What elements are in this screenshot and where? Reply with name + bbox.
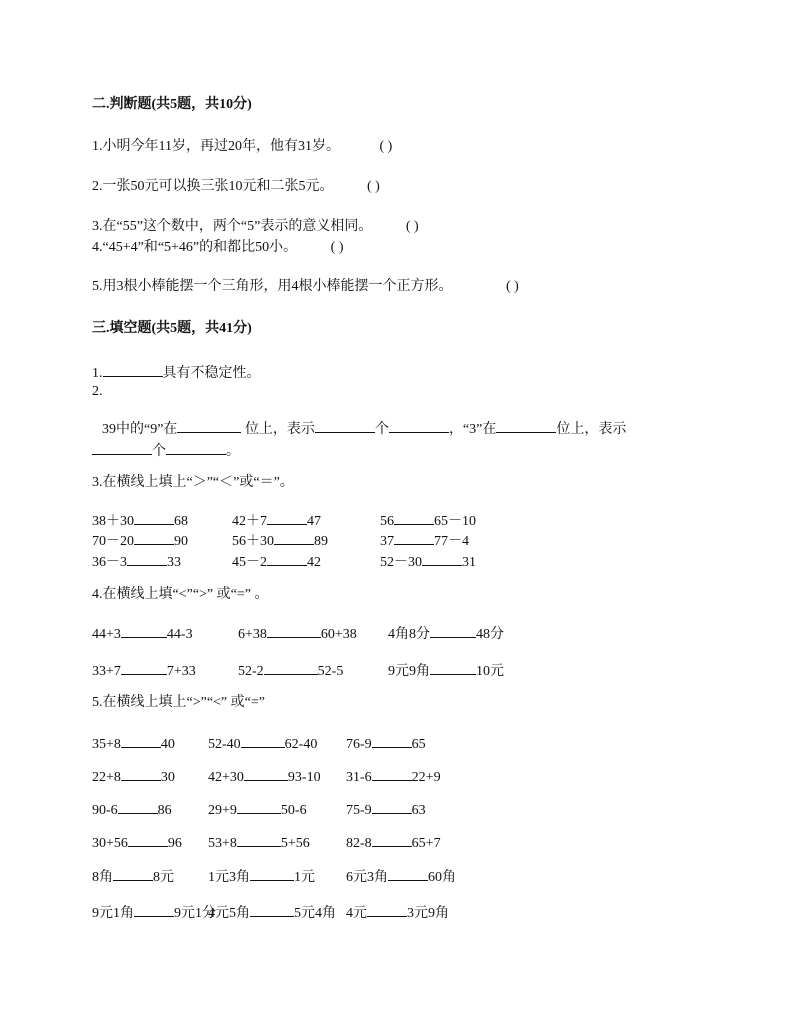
fill-q5-answer-blank[interactable] [237,799,281,814]
fill-q5-left-expr: 53+8 [208,836,237,851]
fill-q5-right-expr: 40 [160,737,175,752]
fill-q3-title: 3.在横线上填上“＞”“＜”或“＝”。 [92,475,294,490]
fill-q2-blank-3[interactable] [389,418,449,433]
fill-q5-right-expr: 30 [160,770,175,785]
fill-q5-left-expr: 8角 [92,870,113,885]
judge-q4-text: 4.“45+4”和“5+46”的和都比50小。 [92,240,298,255]
fill-q2-text-f: 个 [152,444,166,459]
fill-q2-blank-1[interactable] [177,418,241,433]
fill-q4-item [92,623,193,644]
judge-q5 [92,278,519,296]
judge-q1-answer[interactable]: ( ) [379,139,393,154]
fill-q5-item [346,866,456,887]
fill-q3-right-expr: 68 [174,514,188,529]
fill-q3-answer-blank[interactable] [267,551,307,566]
fill-q5-answer-blank[interactable] [372,766,412,781]
fill-q5-answer-blank[interactable] [128,832,168,847]
fill-q5-item [92,766,175,787]
fill-q5-item [346,799,426,820]
fill-q4-answer-blank[interactable] [430,660,476,675]
fill-q3-answer-blank[interactable] [267,510,307,525]
fill-q3-right-expr: 89 [314,534,328,549]
fill-q5-answer-blank[interactable] [388,866,428,881]
fill-q5-answer-blank[interactable] [250,866,294,881]
fill-q2-text-g: 。 [226,444,240,459]
fill-q5-left-expr: 29+9 [208,803,237,818]
fill-q5-item [92,799,172,820]
fill-q5-right-expr: 5元4角 [294,906,336,921]
fill-q3-item [232,530,328,551]
fill-q4-item [388,660,504,681]
judge-q2 [92,178,380,196]
fill-q5-answer-blank[interactable] [241,733,285,748]
fill-q3-right-expr: 47 [307,514,321,529]
fill-q5-item [346,766,441,787]
fill-q5-right-expr: 65+7 [411,836,441,851]
fill-q5-right-expr: 5+56 [280,836,310,851]
fill-q5-item [208,733,317,754]
fill-q3-answer-blank[interactable] [134,530,174,545]
judge-q5-answer[interactable]: ( ) [506,279,519,294]
fill-q5-right-expr: 86 [157,803,172,818]
fill-q5-right-expr: 22+9 [411,770,441,785]
fill-q5-item [208,799,307,820]
fill-q5-answer-blank[interactable] [372,733,412,748]
fill-q5-item [208,766,321,787]
fill-q3-left-expr: 42＋7 [232,514,267,529]
fill-q5-right-expr: 3元9角 [407,906,449,921]
fill-q4-left-expr: 9元9角 [388,664,430,679]
judge-q5-text: 5.用3根小棒能摆一个三角形，用4根小棒能摆一个正方形。 [92,279,453,294]
fill-q4-item [388,623,504,644]
fill-q5-right-expr: 93-10 [287,770,321,785]
fill-q3-right-expr: 33 [167,555,181,570]
judge-q1 [92,138,392,156]
fill-q4-item [238,660,343,681]
fill-q1-text: 具有不稳定性。 [162,366,261,381]
fill-q5-item [92,866,174,887]
fill-q3-left-expr: 45－2 [232,555,267,570]
fill-q3-item [92,551,181,572]
fill-q5-right-expr: 50-6 [280,803,307,818]
fill-q1-blank[interactable] [103,362,163,377]
fill-q3-answer-blank[interactable] [394,530,434,545]
fill-q3-right-expr: 90 [174,534,188,549]
section3-heading: 三.填空题(共5题，共41分) [92,321,252,336]
judge-q2-text: 2.一张50元可以换三张10元和二张5元。 [92,179,334,194]
fill-q2-blank-5[interactable] [92,440,152,455]
fill-q3-right-expr: 42 [307,555,321,570]
fill-q3-item [380,551,476,572]
fill-q4-right-expr: 7+33 [166,664,196,679]
fill-q4-left-expr: 4角8分 [388,627,430,642]
fill-q5-right-expr: 8元 [153,870,174,885]
fill-q5-answer-blank[interactable] [250,902,294,917]
fill-q5-answer-blank[interactable] [372,832,412,847]
fill-q5-answer-blank[interactable] [244,766,288,781]
fill-q3-left-expr: 52－30 [380,555,422,570]
fill-q3-left-expr: 37 [380,534,394,549]
fill-q5-right-expr: 1元 [294,870,315,885]
fill-q4-left-expr: 6+38 [238,627,267,642]
fill-q2-blank-6[interactable] [166,440,226,455]
fill-q3-answer-blank[interactable] [274,530,314,545]
fill-q3-item [232,510,321,531]
fill-q5-left-expr: 9元1角 [92,906,134,921]
fill-q5-item [346,832,441,853]
fill-q5-answer-blank[interactable] [237,832,281,847]
fill-q5-right-expr: 60角 [428,870,456,885]
fill-q5-left-expr: 4元5角 [208,906,250,921]
fill-q3-item [232,551,321,572]
fill-q3-answer-blank[interactable] [422,551,462,566]
fill-q5-item [92,902,216,923]
fill-q4-right-expr: 44-3 [166,627,193,642]
judge-q4 [92,239,343,257]
fill-q4-right-expr: 60+38 [320,627,357,642]
fill-q2-text-a: 39中的“9”在 [102,422,178,437]
fill-q5-right-expr: 63 [411,803,426,818]
fill-q3-left-expr: 56＋30 [232,534,274,549]
fill-q4-left-expr: 33+7 [92,664,121,679]
fill-q4-left-expr: 52-2 [238,664,264,679]
fill-q5-right-expr: 62-40 [284,737,318,752]
fill-q5-right-expr: 65 [411,737,426,752]
judge-q1-text: 1.小明今年11岁，再过20年，他有31岁。 [92,139,340,154]
fill-q3-left-expr: 70－20 [92,534,134,549]
fill-q3-right-expr: 31 [462,555,476,570]
fill-q3-item [92,530,188,551]
fill-q4-title: 4.在横线上填“<”“>” 或“=” 。 [92,587,269,602]
fill-q5-left-expr: 90-6 [92,803,118,818]
fill-q5-left-expr: 52-40 [208,737,241,752]
judge-q4-answer[interactable]: ( ) [330,240,344,255]
fill-q5-left-expr: 42+30 [208,770,244,785]
judge-q3 [92,218,419,236]
fill-q2-row2 [92,440,240,461]
fill-q4-right-expr: 52-5 [317,664,344,679]
fill-q5-answer-blank[interactable] [121,733,161,748]
fill-q4-answer-blank[interactable] [121,660,167,675]
judge-q3-text: 3.在“55”这个数中，两个“5”表示的意义相同。 [92,219,373,234]
fill-q2-text-b: 位上，表示 [244,422,315,437]
fill-q3-item [380,510,476,531]
judge-q3-answer[interactable]: ( ) [405,219,419,234]
fill-q4-answer-blank[interactable] [121,623,167,638]
fill-q5-left-expr: 31-6 [346,770,372,785]
fill-q3-item [380,530,469,551]
fill-q3-left-expr: 56 [380,514,394,529]
fill-q3-answer-blank[interactable] [127,551,167,566]
fill-q5-right-expr: 96 [167,836,182,851]
fill-q5-item [208,902,336,923]
fill-q5-left-expr: 30+56 [92,836,128,851]
fill-q3-right-expr: 77－4 [434,534,469,549]
fill-q5-left-expr: 4元 [346,906,367,921]
fill-q3-answer-blank[interactable] [134,510,174,525]
fill-q5-item [208,866,315,887]
fill-q5-answer-blank[interactable] [134,902,174,917]
fill-q5-left-expr: 75-9 [346,803,372,818]
fill-q5-left-expr: 1元3角 [208,870,250,885]
fill-q3-left-expr: 36－3 [92,555,127,570]
fill-q5-left-expr: 22+8 [92,770,121,785]
fill-q3-item [92,510,188,531]
section2-heading: 二.判断题(共5题，共10分) [92,97,252,112]
fill-q5-left-expr: 76-9 [346,737,372,752]
fill-q5-item [208,832,310,853]
fill-q2-blank-2[interactable] [315,418,375,433]
fill-q2-text-c: 个 [374,422,389,437]
fill-q4-item [92,660,196,681]
fill-q5-answer-blank[interactable] [121,766,161,781]
fill-q5-answer-blank[interactable] [367,902,407,917]
fill-q5-item [346,733,426,754]
fill-q2-number: 2. [92,384,103,399]
fill-q3-answer-blank[interactable] [394,510,434,525]
fill-q5-title: 5.在横线上填上“>”“<” 或“=” [92,695,265,710]
fill-q1-number: 1. [92,366,103,381]
fill-q5-item [92,733,175,754]
fill-q2-row1 [102,418,626,439]
fill-q5-answer-blank[interactable] [118,799,158,814]
judge-q2-answer[interactable]: ( ) [367,179,380,194]
fill-q4-answer-blank[interactable] [430,623,476,638]
fill-q4-answer-blank[interactable] [267,623,321,638]
fill-q5-left-expr: 35+8 [92,737,121,752]
fill-q5-item [92,832,182,853]
fill-q4-answer-blank[interactable] [264,660,318,675]
fill-q2-text-e: 位上，表示 [556,422,627,437]
fill-q5-left-expr: 82-8 [346,836,372,851]
fill-q2-blank-4[interactable] [496,418,556,433]
fill-q2-text-d: ，“3”在 [448,422,497,437]
fill-q5-answer-blank[interactable] [113,866,153,881]
fill-q1 [92,362,261,383]
fill-q4-right-expr: 48分 [476,627,504,642]
fill-q5-answer-blank[interactable] [372,799,412,814]
fill-q3-left-expr: 38＋30 [92,514,134,529]
fill-q5-right-expr: 9元1分 [174,906,216,921]
fill-q4-left-expr: 44+3 [92,627,121,642]
fill-q5-left-expr: 6元3角 [346,870,388,885]
fill-q5-item [346,902,449,923]
fill-q4-right-expr: 10元 [476,664,504,679]
fill-q4-item [238,623,357,644]
fill-q3-right-expr: 65－10 [434,514,476,529]
